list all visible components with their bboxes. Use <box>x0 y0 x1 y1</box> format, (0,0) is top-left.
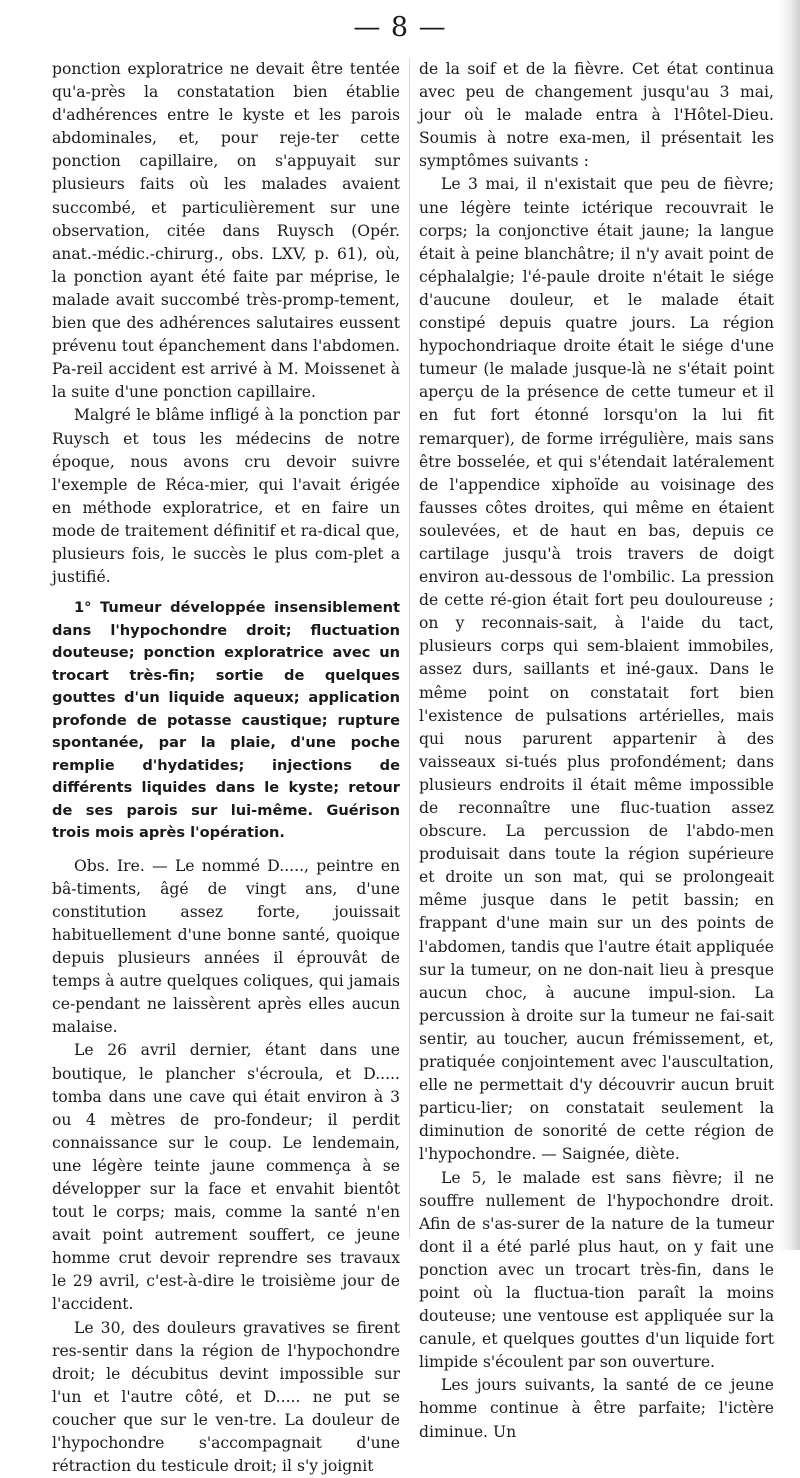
paragraph-continuation: ponction exploratrice ne devait être tentée qu'a-près la constatation bien établie d'adhérences entre le kyste et les parois abdominales, et, pour reje-ter cette ponction capillaire, on s'appuyait sur plusieurs faits où les malades avaient succombé, et particulièrement sur une observation, citée dans Ruysch (Opér. anat.-médic.-chirurg., obs. LXV, p. 61), où, la ponction ayant été faite par méprise, le malade avait succombé très-promp-tement, bien que des adhérences salutaires eussent prévenu tout épanchement dans l'abdomen. Pa-reil accident est arrivé à M. Moissenet à la suite d'une ponction capillaire. <box>52 60 400 402</box>
paragraph: Le 26 avril dernier, étant dans une boutique, le plancher s'écroula, et D..... tomba dans une cave qui était environ à 3 ou 4 mètres de pro-fondeur; il perdit connaissance sur le coup. Le lendemain, une légère teinte jaune commença à se développer sur la face et envahit bientôt tout le corps; mais, comme la santé n'en avait point autrement souffert, ce jeune homme crut devoir reprendre ses travaux le 29 avril, c'est-à-dire le troisième jour de l'accident. <box>52 1041 400 1314</box>
paragraph-continuation: de la soif et de la fièvre. Cet état continua avec peu de changement jusqu'au 3 mai, jour où le malade entra à l'Hôtel-Dieu. Soumis à notre exa-men, il présentait les symptômes suivants : <box>419 60 774 171</box>
right-column <box>419 58 774 1441</box>
page-edge-shadow <box>778 0 800 1250</box>
paragraph: Le 30, des douleurs gravatives se firent res-sentir dans la région de l'hypochondre droit; le décubitus devint impossible sur l'un et l'autre côté, et D..... ne put se coucher que sur le ven-tre. La douleur de l'hypochondre s'accompagnait d'une rétraction du testicule droit; il s'y joignit <box>52 1318 400 1476</box>
paragraph: Le 5, le malade est sans fièvre; il ne souffre nullement de l'hypochondre droit. Afin de s'as-surer de la nature de la tumeur dont il a été parlé plus haut, on y fait une ponction avec un trocart très-fin, dans le point où la fluctua-tion paraît la moins douteuse; une ventouse est appliquée sur la canule, et quelques gouttes d'un liquide fort limpide s'écoulent par son ouverture. <box>419 1168 774 1372</box>
page-number: — 8 — <box>353 12 447 43</box>
paragraph: Malgré le blâme infligé à la ponction par Ruysch et tous les médecins de notre époque, nous avons cru devoir suivre l'exemple de Réca-mier, qui l'avait érigée en méthode exploratrice, et en faire un mode de traitement définitif et ra-dical que, plusieurs fois, le succès le plus com-plet a justifié. <box>52 406 400 587</box>
column-gutter <box>409 58 410 1238</box>
observation-heading: 1° Tumeur développée insensiblement dans l'hypochondre droit; fluctuation douteuse; ponction exploratrice avec un trocart très-fin; sortie de quelques gouttes d'un liquide aqueux; application profonde de potasse caustique; rupture spontanée, par la plaie, d'une poche remplie d'hydatides; injections de différents liquides dans le kyste; retour de ses parois sur lui-même. Guérison trois mois après l'opération. <box>52 599 400 842</box>
observation-paragraph: Obs. Ire. — Le nommé D....., peintre en bâ-timents, âgé de vingt ans, d'une constitution assez forte, jouissait habituellement d'une bonne santé, quoique depuis plusieurs années il éprouvât de temps à autre quelques coliques, qui jamais ce-pendant ne laissèrent après elles aucun malaise. <box>52 856 400 1037</box>
paragraph: Le 3 mai, il n'existait que peu de fièvre; une légère teinte ictérique recouvrait le corps; la conjonctive était jaune; la langue était à peine blanchâtre; il n'y avait point de céphalalgie; l'é-paule droite n'était le siége d'aucune douleur, et le malade était constipé depuis quatre jours. La région hypochondriaque droite était le siége d'une tumeur (le malade jusque-là ne s'était point aperçu de la présence de cette tumeur et il en fut fort étonné lorsqu'on la lui fit remarquer), de forme irrégulière, mais sans être bosselée, et qui s'étendait latéralement de l'appendice xiphoïde au voisinage des fausses côtes droites, qui même en étaient soulevées, et de haut en bas, depuis ce cartilage jusqu'à trois travers de doigt environ au-dessous de l'ombilic. La pression de cette ré-gion était fort peu douloureuse ; on y reconnais-sait, à l'aide du tact, plusieurs corps qui sem-blaient immobiles, assez durs, saillants et iné-gaux. Dans le même point on constatait fort bien l'existence de pulsations artérielles, mais qui nous parurent appartenir à des vaisseaux si-tués plus profondément; dans plusieurs endroits il était même impossible de reconnaître une fluc-tuation assez obscure. La percussion de l'abdo-men produisait dans toute la région supérieure et droite un son mat, qui se prolongeait même jusque dans le petit bassin; en frappant d'une main sur un des points de l'abdomen, tandis que l'autre était appliquée sur la tumeur, on ne don-nait lieu à presque aucun choc, à aucune impul-sion. La percussion à droite sur la tumeur ne fai-sait sentir, au toucher, aucun frémissement, et, pratiquée conjointement avec l'auscultation, elle ne permettait d'y découvrir aucun bruit particu-lier; on constatait seulement la diminution de sonorité de cette région de l'hypochondre. — Saignée, diète. <box>419 175 774 1164</box>
paragraph: Les jours suivants, la santé de ce jeune homme continue à être parfaite; l'ictère diminue. Un <box>419 1376 774 1441</box>
left-column <box>52 58 400 1476</box>
